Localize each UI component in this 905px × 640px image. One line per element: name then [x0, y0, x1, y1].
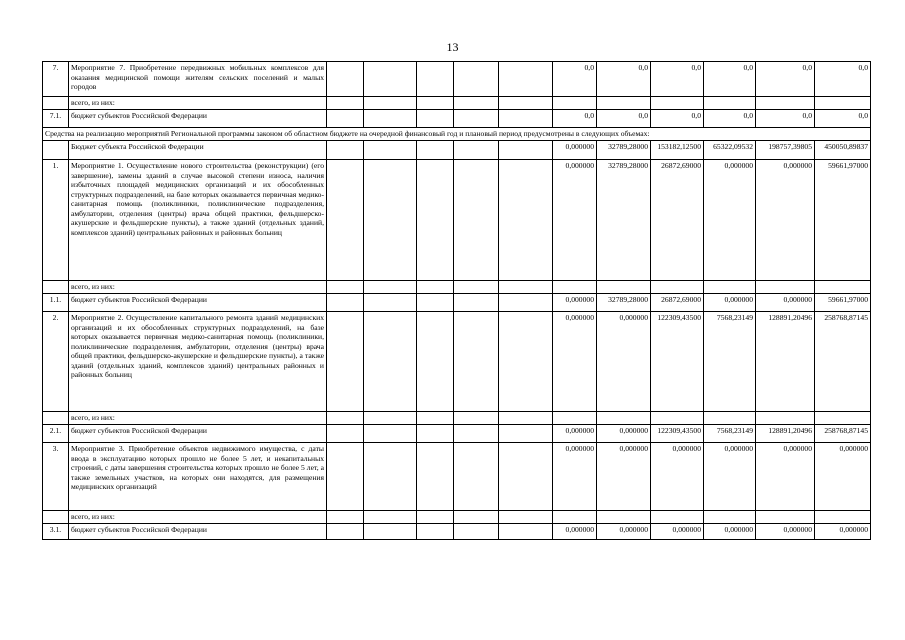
table-body — [43, 62, 871, 540]
value-cell: 0,000000 — [704, 160, 756, 281]
value-cell — [704, 511, 756, 524]
table-row — [43, 110, 871, 128]
empty-cell — [364, 281, 417, 294]
value-cell: 258768,87145 — [815, 312, 871, 412]
value-cell: 0,0 — [553, 62, 597, 97]
value-cell — [704, 97, 756, 110]
empty-cell — [417, 62, 454, 97]
empty-cell — [327, 294, 364, 312]
value-cell: 0,0 — [815, 110, 871, 128]
empty-cell — [417, 511, 454, 524]
empty-cell — [499, 281, 553, 294]
value-cell: 65322,09532 — [704, 141, 756, 160]
table-row — [43, 443, 871, 511]
value-cell — [597, 281, 651, 294]
empty-cell — [499, 511, 553, 524]
empty-cell — [364, 312, 417, 412]
value-cell: 0,000000 — [815, 443, 871, 511]
empty-cell — [364, 97, 417, 110]
empty-cell — [417, 443, 454, 511]
empty-cell — [417, 97, 454, 110]
value-cell — [815, 412, 871, 425]
table-row — [43, 141, 871, 160]
value-cell: 0,000000 — [597, 524, 651, 540]
row-number-cell: 3. — [43, 443, 69, 511]
value-cell: 0,000000 — [597, 443, 651, 511]
empty-cell — [499, 110, 553, 128]
value-cell: 59661,97000 — [815, 294, 871, 312]
value-cell: 0,000000 — [553, 141, 597, 160]
table-row — [43, 62, 871, 97]
value-cell: 26872,69000 — [651, 160, 704, 281]
empty-cell — [417, 524, 454, 540]
empty-cell — [364, 412, 417, 425]
value-cell: 0,000000 — [815, 524, 871, 540]
value-cell — [756, 511, 815, 524]
empty-cell — [327, 160, 364, 281]
table-row — [43, 524, 871, 540]
value-cell — [553, 412, 597, 425]
value-cell: 122309,43500 — [651, 425, 704, 443]
empty-cell — [417, 160, 454, 281]
value-cell: 0,0 — [553, 110, 597, 128]
empty-cell — [454, 294, 499, 312]
value-cell: 0,000000 — [756, 524, 815, 540]
row-number-cell: 7. — [43, 62, 69, 97]
empty-cell — [327, 312, 364, 412]
empty-cell — [454, 62, 499, 97]
empty-cell — [454, 110, 499, 128]
empty-cell — [499, 97, 553, 110]
value-cell — [651, 412, 704, 425]
value-cell: 122309,43500 — [651, 312, 704, 412]
empty-cell — [499, 443, 553, 511]
table-row — [43, 281, 871, 294]
value-cell: 198757,39805 — [756, 141, 815, 160]
empty-cell — [499, 141, 553, 160]
activity-name-cell: Мероприятие 1. Осуществление нового строительства (реконструкции) (его завершение), замены зданий в случае высокой степени износа, наличия избыточных площадей медицинских организаций и их обособленных структурных подразделений, на базе которых оказывается первичная медико-санитарная помощь (поликлиники, поликлинические подразделения, амбулатории, отделения (центры) врача общей практики, фельдшерско-акушерские и фельдшерские пункты), а также зданий (отдельных зданий, комплексов зданий) центральных районных и районных больниц — [69, 160, 327, 281]
empty-cell — [454, 425, 499, 443]
empty-cell — [364, 110, 417, 128]
activity-name-cell: бюджет субъектов Российской Федерации — [69, 524, 327, 540]
value-cell: 128891,20496 — [756, 425, 815, 443]
value-cell: 0,0 — [756, 110, 815, 128]
value-cell: 128891,20496 — [756, 312, 815, 412]
section-note: Средства на реализацию мероприятий Региональной программы законом об областном бюджете на очередной финансовый год и плановый период предусмотрены в следующих объемах: — [43, 128, 871, 141]
empty-cell — [454, 511, 499, 524]
empty-cell — [417, 141, 454, 160]
value-cell: 0,000000 — [553, 160, 597, 281]
activity-name-cell: Мероприятие 3. Приобретение объектов недвижимого имущества, с даты ввода в эксплуатацию которых прошло не более 5 лет, и некапитальных строений, с даты завершения строительства которых прошло не более 5 лет, а также земельных участков, на которых они находятся, для размещения медицинских организаций — [69, 443, 327, 511]
row-number-cell — [43, 141, 69, 160]
budget-table — [42, 61, 871, 540]
empty-cell — [499, 412, 553, 425]
value-cell — [651, 281, 704, 294]
empty-cell — [327, 97, 364, 110]
activity-name-cell: бюджет субъектов Российской Федерации — [69, 425, 327, 443]
value-cell: 0,000000 — [756, 160, 815, 281]
value-cell: 0,000000 — [597, 312, 651, 412]
activity-name-cell: бюджет субъектов Российской Федерации — [69, 110, 327, 128]
empty-cell — [327, 281, 364, 294]
activity-name-cell: всего, из них: — [69, 412, 327, 425]
empty-cell — [327, 62, 364, 97]
empty-cell — [364, 443, 417, 511]
value-cell: 32789,28000 — [597, 141, 651, 160]
table-row — [43, 160, 871, 281]
value-cell: 450050,89837 — [815, 141, 871, 160]
empty-cell — [499, 294, 553, 312]
value-cell: 32789,28000 — [597, 294, 651, 312]
empty-cell — [364, 511, 417, 524]
row-number-cell: 2. — [43, 312, 69, 412]
value-cell: 0,000000 — [553, 524, 597, 540]
value-cell — [651, 511, 704, 524]
value-cell — [651, 97, 704, 110]
table-row — [43, 412, 871, 425]
activity-name-cell: Бюджет субъекта Российской Федерации — [69, 141, 327, 160]
value-cell — [756, 97, 815, 110]
row-number-cell — [43, 412, 69, 425]
empty-cell — [499, 160, 553, 281]
empty-cell — [327, 412, 364, 425]
value-cell: 0,000000 — [553, 425, 597, 443]
value-cell — [553, 281, 597, 294]
row-number-cell: 1. — [43, 160, 69, 281]
value-cell: 0,000000 — [597, 425, 651, 443]
value-cell: 258768,87145 — [815, 425, 871, 443]
value-cell: 0,000000 — [553, 294, 597, 312]
value-cell — [597, 412, 651, 425]
empty-cell — [327, 141, 364, 160]
value-cell: 0,0 — [704, 62, 756, 97]
value-cell: 7568,23149 — [704, 425, 756, 443]
empty-cell — [454, 281, 499, 294]
value-cell — [756, 281, 815, 294]
value-cell — [597, 97, 651, 110]
value-cell: 0,000000 — [704, 294, 756, 312]
empty-cell — [364, 141, 417, 160]
row-number-cell: 1.1. — [43, 294, 69, 312]
empty-cell — [364, 294, 417, 312]
table-row — [43, 312, 871, 412]
value-cell — [704, 412, 756, 425]
empty-cell — [417, 110, 454, 128]
value-cell — [815, 97, 871, 110]
value-cell: 0,0 — [756, 62, 815, 97]
empty-cell — [327, 511, 364, 524]
value-cell: 0,000000 — [756, 443, 815, 511]
value-cell — [597, 511, 651, 524]
empty-cell — [327, 524, 364, 540]
empty-cell — [454, 97, 499, 110]
value-cell — [704, 281, 756, 294]
page-number: 13 — [446, 40, 459, 54]
value-cell: 0,000000 — [553, 312, 597, 412]
value-cell — [815, 281, 871, 294]
value-cell: 59661,97000 — [815, 160, 871, 281]
value-cell: 0,0 — [651, 110, 704, 128]
empty-cell — [417, 412, 454, 425]
value-cell: 0,000000 — [651, 524, 704, 540]
empty-cell — [327, 443, 364, 511]
empty-cell — [417, 312, 454, 412]
row-number-cell: 2.1. — [43, 425, 69, 443]
value-cell: 7568,23149 — [704, 312, 756, 412]
empty-cell — [499, 524, 553, 540]
activity-name-cell: всего, из них: — [69, 97, 327, 110]
table-row — [43, 511, 871, 524]
activity-name-cell: Мероприятие 2. Осуществление капитального ремонта зданий медицинских организаций и их обособленных структурных подразделений, на базе которых оказывается первичная медико-санитарная помощь (поликлиники, поликлинические подразделения, амбулатории, отделения (центры) врача общей практики, фельдшерско-акушерские и фельдшерские пункты), а также зданий (отдельных зданий, комплексов зданий) центральных районных и районных больниц — [69, 312, 327, 412]
empty-cell — [454, 524, 499, 540]
empty-cell — [454, 160, 499, 281]
row-number-cell — [43, 511, 69, 524]
empty-cell — [364, 524, 417, 540]
row-number-cell — [43, 97, 69, 110]
empty-cell — [364, 425, 417, 443]
value-cell: 0,0 — [704, 110, 756, 128]
section-note-row — [43, 128, 871, 141]
value-cell — [756, 412, 815, 425]
value-cell: 0,0 — [651, 62, 704, 97]
empty-cell — [499, 425, 553, 443]
table-row — [43, 425, 871, 443]
value-cell: 0,000000 — [704, 524, 756, 540]
value-cell — [553, 511, 597, 524]
value-cell: 0,000000 — [553, 443, 597, 511]
empty-cell — [454, 141, 499, 160]
value-cell: 0,000000 — [651, 443, 704, 511]
table-row — [43, 294, 871, 312]
value-cell: 32789,28000 — [597, 160, 651, 281]
row-number-cell: 3.1. — [43, 524, 69, 540]
value-cell: 26872,69000 — [651, 294, 704, 312]
empty-cell — [417, 425, 454, 443]
empty-cell — [417, 281, 454, 294]
value-cell: 0,0 — [815, 62, 871, 97]
empty-cell — [327, 110, 364, 128]
value-cell: 0,000000 — [756, 294, 815, 312]
empty-cell — [454, 412, 499, 425]
empty-cell — [454, 443, 499, 511]
activity-name-cell: Мероприятие 7. Приобретение передвижных мобильных комплексов для оказания медицинской помощи жителям сельских поселений и малых городов — [69, 62, 327, 97]
empty-cell — [364, 62, 417, 97]
activity-name-cell: бюджет субъектов Российской Федерации — [69, 294, 327, 312]
value-cell: 0,0 — [597, 110, 651, 128]
activity-name-cell: всего, из них: — [69, 281, 327, 294]
row-number-cell — [43, 281, 69, 294]
activity-name-cell: всего, из них: — [69, 511, 327, 524]
row-number-cell: 7.1. — [43, 110, 69, 128]
empty-cell — [499, 312, 553, 412]
empty-cell — [364, 160, 417, 281]
table-row — [43, 97, 871, 110]
value-cell — [815, 511, 871, 524]
empty-cell — [327, 425, 364, 443]
empty-cell — [417, 294, 454, 312]
value-cell: 0,000000 — [704, 443, 756, 511]
empty-cell — [454, 312, 499, 412]
value-cell: 153182,12500 — [651, 141, 704, 160]
value-cell: 0,0 — [597, 62, 651, 97]
value-cell — [553, 97, 597, 110]
empty-cell — [499, 62, 553, 97]
